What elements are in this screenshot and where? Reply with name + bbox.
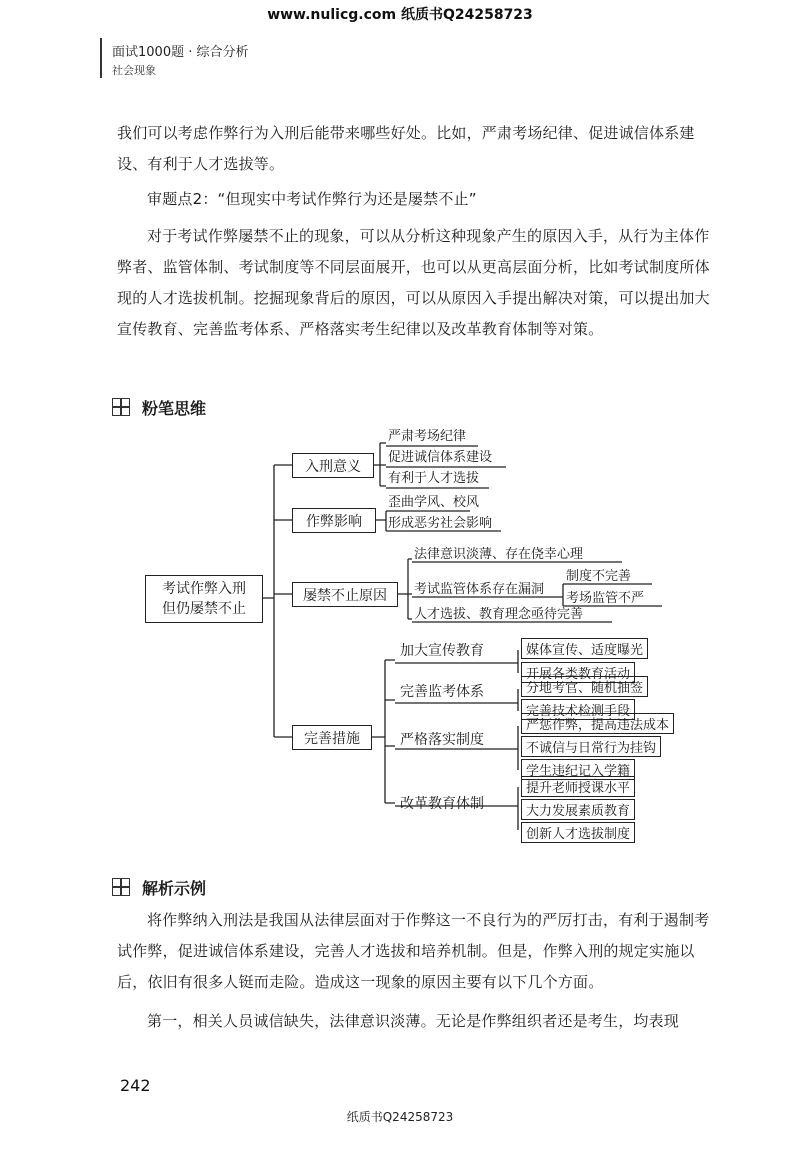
intro-paragraph-3: 对于考试作弊屡禁不止的现象，可以从分析这种现象产生的原因入手，从行为主体作弊者、监管体制、考试制度等不同层面展开，也可以从更高层面分析，比如考试制度所体现的人才选拔机制。挖掘现象背后的原因，可以从原因入手提出解决对策，可以提出加大宣传教育、完善监考体系、严格落实考生纪律以及改革教育体制等对策。 [117, 227, 710, 338]
measure-publicity: 加大宣传教育 [400, 643, 484, 659]
m4-item-2: 大力发展素质教育 [521, 799, 635, 820]
m4-item-3: 创新人才选拔制度 [521, 822, 635, 843]
m1-item-2: 开展各类教育活动 [521, 662, 635, 683]
analysis-paragraph-2: 第一，相关人员诚信缺失，法律意识淡薄。无论是作弊组织者还是考生，均表现 [147, 1012, 680, 1030]
analysis-text [117, 905, 723, 1037]
measure-invigilation: 完善监考体系 [400, 684, 484, 700]
measure-education-reform: 改革教育体制 [400, 796, 484, 812]
m4-item-1: 提升老师授课水平 [521, 776, 635, 797]
b1-item-3: 有利于人才选拔 [388, 471, 480, 486]
b3-item-2: 考试监管体系存在漏洞 [414, 582, 545, 597]
intro-paragraph-2: 审题点2：“但现实中考试作弊行为还是屡禁不止” [147, 190, 477, 208]
section-title-mindmap: 粉笔思维 [142, 399, 207, 418]
header-subtitle: 社会现象 [112, 64, 156, 77]
watermark-top: www.nulicg.com 纸质书Q24258723 [267, 7, 533, 23]
page-number: 242 [120, 1076, 151, 1095]
branch-persistent-causes: 屡禁不止原因 [292, 582, 398, 607]
b1-item-2: 促进诚信体系建设 [388, 450, 493, 465]
header-title: 面试1000题 · 综合分析 [112, 45, 249, 60]
b3-item-1: 法律意识淡薄、存在侥幸心理 [414, 547, 584, 562]
b2-item-1: 歪曲学风、校风 [388, 495, 480, 510]
b3-item-3: 人才选拔、教育理念亟待完善 [414, 607, 584, 622]
analysis-paragraph-1: 将作弊纳入刑法是我国从法律层面对于作弊这一不良行为的严厉打击，有利于遏制考试作弊，促进诚信体系建设，完善人才选拔和培养机制。但是，作弊入刑的规定实施以后，依旧有很多人铤而走险。造成这一现象的原因主要有以下几个方面。 [117, 911, 710, 991]
m3-item-3: 学生违纪记入学籍 [521, 759, 635, 780]
branch-penalty-significance: 入刑意义 [292, 453, 374, 478]
measure-enforcement: 严格落实制度 [400, 732, 484, 748]
mindmap-root-line-1: 考试作弊入刑 [162, 581, 246, 597]
mindmap-root [145, 575, 263, 623]
m2-item-2: 完善技术检测手段 [521, 699, 635, 720]
m1-item-1: 媒体宣传、适度曝光 [521, 638, 648, 659]
m3-item-2: 不诚信与日常行为挂钩 [521, 736, 661, 757]
intro-paragraph-1: 我们可以考虑作弊行为入刑后能带来哪些好处。比如，严肃考场纪律、促进诚信体系建设、有利于人才选拔等。 [117, 124, 695, 173]
b2-item-2: 形成恶劣社会影响 [388, 516, 493, 531]
branch-cheating-impact: 作弊影响 [292, 508, 376, 533]
b3-sub-1: 制度不完善 [566, 569, 632, 584]
section-title-analysis: 解析示例 [142, 879, 207, 898]
section-grid-icon [112, 878, 130, 896]
m3-item-1: 严惩作弊，提高违法成本 [521, 713, 674, 734]
b3-sub-2: 考场监管不严 [566, 591, 645, 606]
branch-improvement-measures: 完善措施 [292, 725, 372, 750]
watermark-bottom: 纸质书Q24258723 [346, 1110, 454, 1124]
b1-item-1: 严肃考场纪律 [388, 429, 467, 444]
mindmap-root-line-2: 但仍屡禁不止 [162, 601, 246, 617]
m2-item-1: 分地考官、随机抽签 [521, 676, 648, 697]
